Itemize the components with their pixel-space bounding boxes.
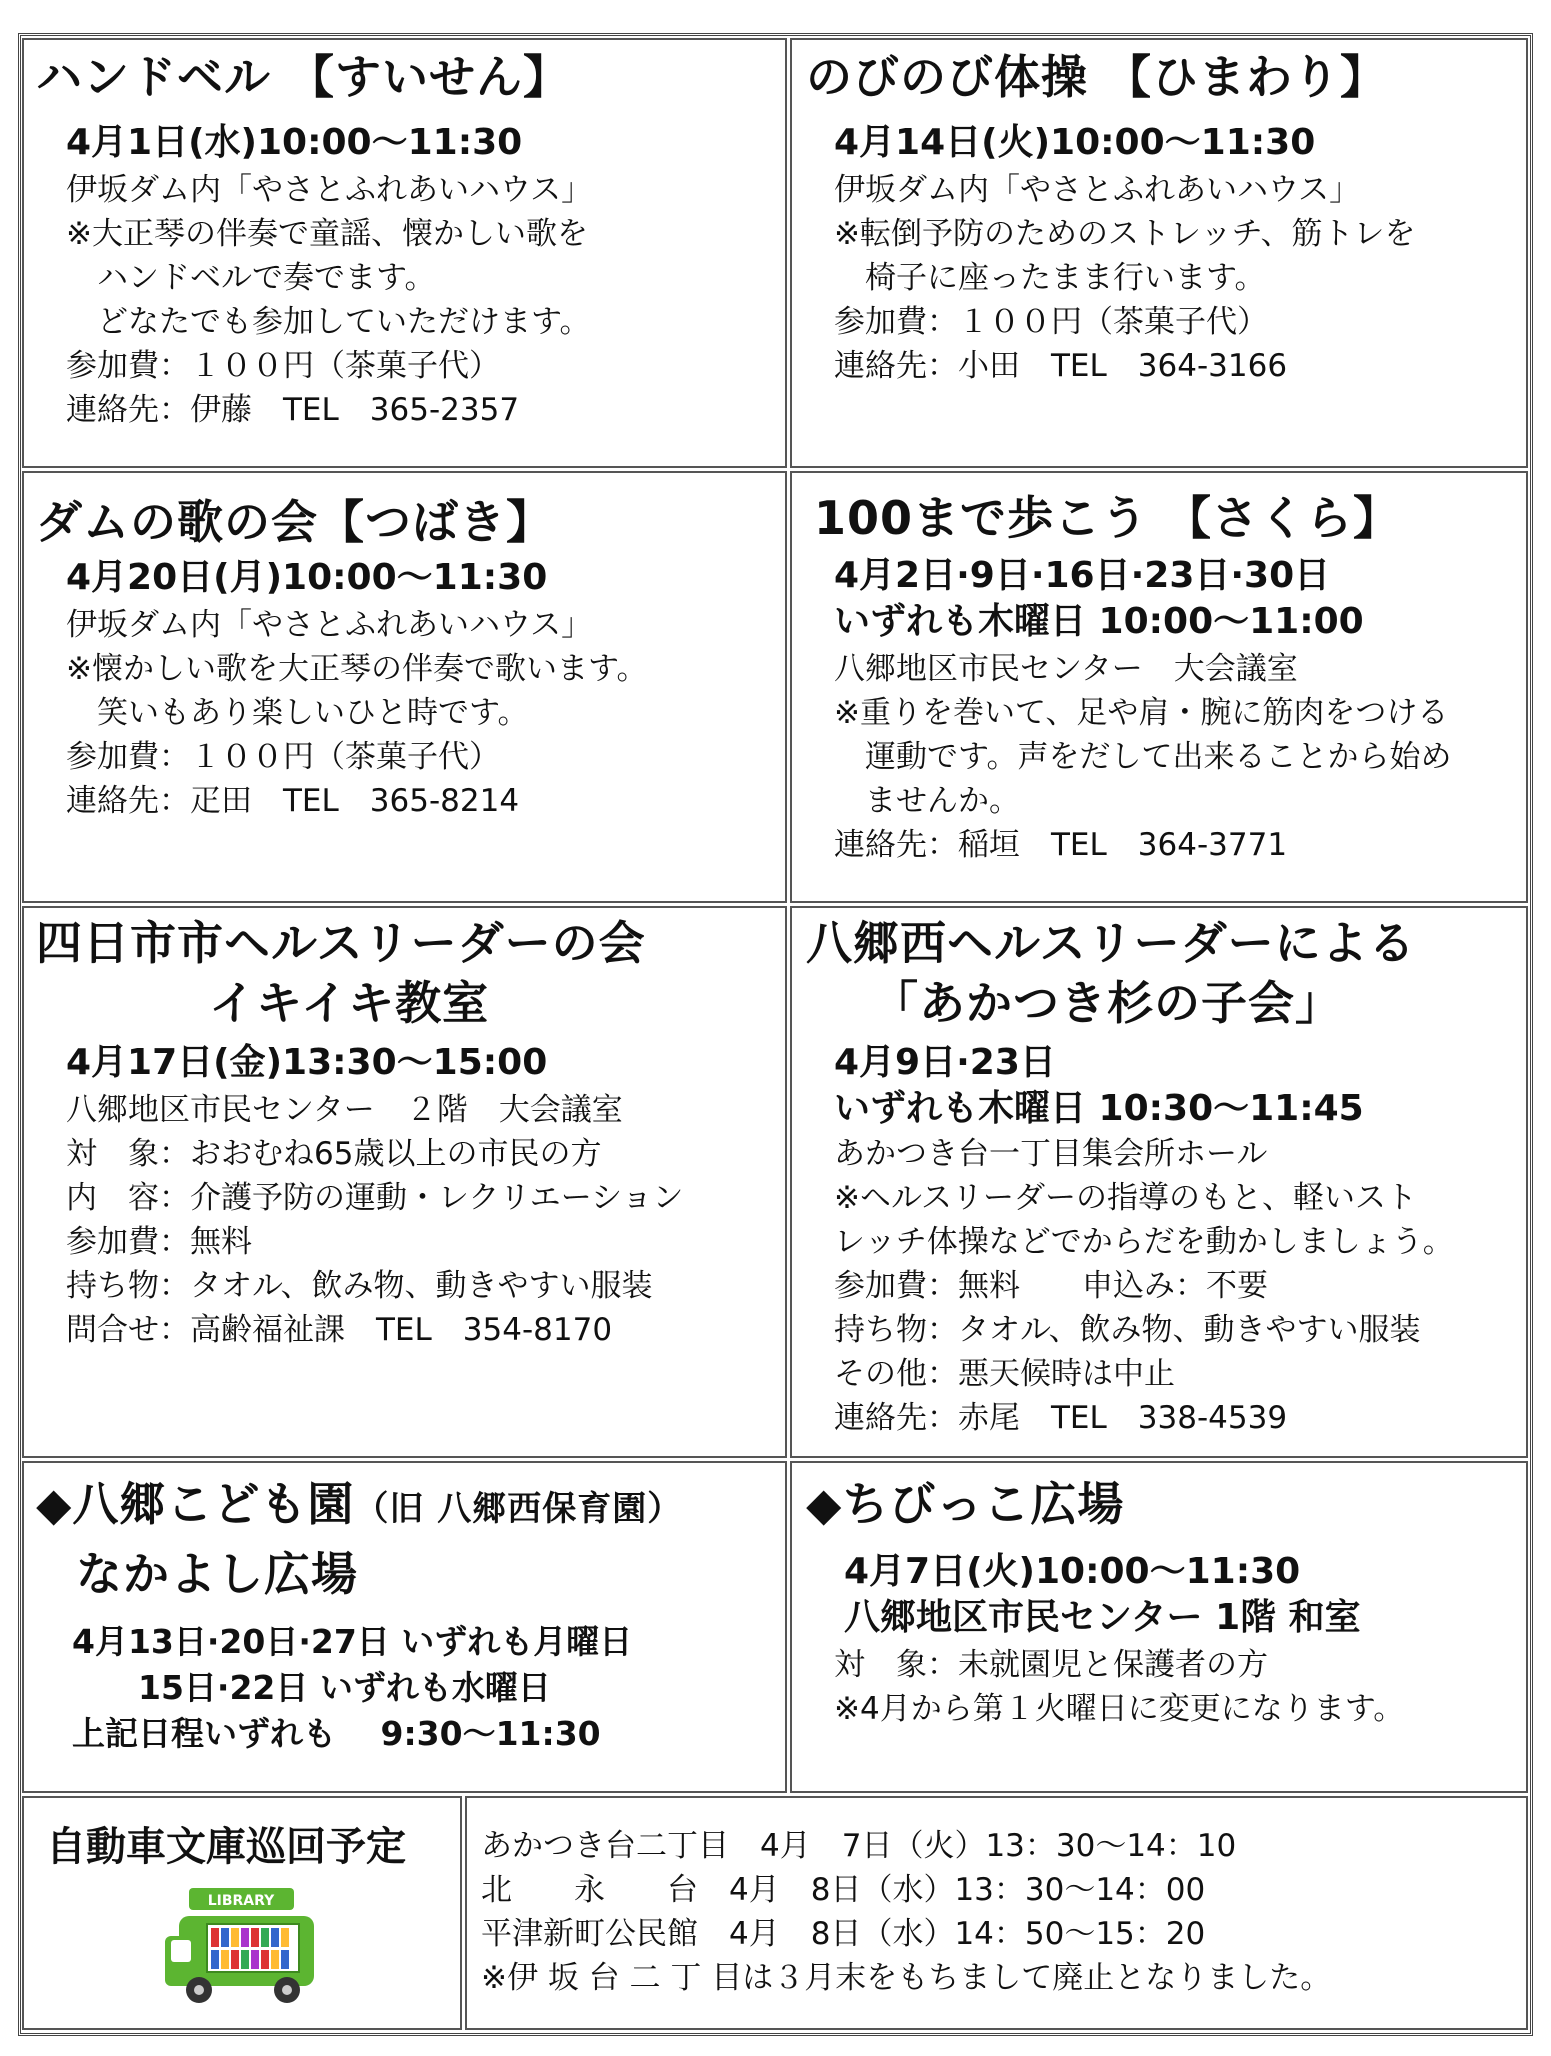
detail-line: 連絡先：小田 TEL 364-3166 xyxy=(834,348,1288,384)
damsong-details xyxy=(66,603,648,823)
yokkaichi-title: 四日市市ヘルスリーダーの会 xyxy=(36,916,646,970)
yokkaichi-details xyxy=(66,1088,684,1352)
detail-line: ※4月から第１火曜日に変更になります。 xyxy=(834,1691,1405,1727)
walk100-datetime-dates: 4月2日·9日·16日·23日·30日 xyxy=(834,555,1331,596)
detail-line: 伊坂ダム内「やさとふれあいハウス」 xyxy=(834,172,1361,208)
detail-line: 八郷地区市民センター ２階 大会議室 xyxy=(66,1092,623,1128)
detail-line: ませんか。 xyxy=(834,783,1020,819)
nobinobi-title: のびのび体操 【ひまわり】 xyxy=(806,50,1388,104)
detail-line: 連絡先：赤尾 TEL 338-4539 xyxy=(834,1400,1288,1436)
walk100-datetime-time: いずれも木曜日 10:00～11:00 xyxy=(834,601,1364,642)
detail-line: 参加費：無料 申込み：不要 xyxy=(834,1268,1268,1304)
damsong-datetime: 4月20日(月)10:00～11:30 xyxy=(66,557,548,598)
detail-line: 伊坂ダム内「やさとふれあいハウス」 xyxy=(66,607,593,643)
detail-line: ハンドベルで奏でます。 xyxy=(66,260,436,296)
nobinobi-details xyxy=(834,168,1416,388)
detail-line: 運動です。声をだして出来ることから始め xyxy=(834,739,1452,775)
library-title-box xyxy=(22,1796,462,2030)
kodomoen-title-sub: （旧 八郷西保育園） xyxy=(354,1489,683,1529)
detail-line: 八郷地区市民センター 大会議室 xyxy=(834,651,1298,687)
detail-line: 連絡先：稲垣 TEL 364-3771 xyxy=(834,827,1288,863)
akatsuki-datetime-dates: 4月9日·23日 xyxy=(834,1042,1056,1083)
kodomoen-title xyxy=(36,1477,682,1532)
detail-line: 伊坂ダム内「やさとふれあいハウス」 xyxy=(66,172,593,208)
detail-line: 内 容：介護予防の運動・レクリエーション xyxy=(66,1180,684,1216)
kodomoen-subtitle: なかよし広場 xyxy=(76,1547,358,1601)
damsong-title: ダムの歌の会【つばき】 xyxy=(36,495,553,549)
schedule-line: 上記日程いずれも 9:30～11:30 xyxy=(72,1714,601,1753)
detail-line: ※懐かしい歌を大正琴の伴奏で歌います。 xyxy=(66,651,648,687)
kodomoen-title-main: ◆八郷こども園 xyxy=(36,1477,355,1531)
chibikko-box xyxy=(790,1461,1528,1793)
detail-line: ※大正琴の伴奏で童謡、懐かしい歌を xyxy=(66,216,588,252)
detail-line: どなたでも参加していただけます。 xyxy=(66,304,591,340)
akatsuki-subtitle: 「あかつき杉の子会」 xyxy=(872,976,1342,1030)
handbell-details xyxy=(66,168,592,432)
akatsuki-box xyxy=(790,906,1528,1458)
akatsuki-details xyxy=(834,1132,1454,1440)
damsong-box xyxy=(22,471,787,903)
detail-line: 参加費：１００円（茶菓子代） xyxy=(66,348,500,384)
yokkaichi-box xyxy=(22,906,787,1458)
walk100-details xyxy=(834,647,1452,867)
yokkaichi-datetime: 4月17日(金)13:30～15:00 xyxy=(66,1042,548,1083)
detail-line: ※転倒予防のためのストレッチ、筋トレを xyxy=(834,216,1416,252)
detail-line: 問合せ：高齢福祉課 TEL 354-8170 xyxy=(66,1312,613,1348)
schedule-line: 15日·22日 いずれも水曜日 xyxy=(72,1668,551,1707)
kodomoen-schedule xyxy=(72,1619,632,1757)
handbell-box xyxy=(22,38,787,468)
detail-line: 参加費：１００円（茶菓子代） xyxy=(834,304,1268,340)
schedule-note: ※伊 坂 台 二 丁 目は３月末をもちまして廃止となりました。 xyxy=(481,1960,1332,1996)
nobinobi-datetime: 4月14日(火)10:00～11:30 xyxy=(834,122,1316,163)
kodomoen-box xyxy=(22,1461,787,1793)
detail-line: 対 象：おおむね65歳以上の市民の方 xyxy=(66,1136,602,1172)
detail-line: あかつき台一丁目集会所ホール xyxy=(834,1136,1268,1172)
bus-window xyxy=(171,1940,191,1962)
nobinobi-box xyxy=(790,38,1528,468)
yokkaichi-subtitle: イキイキ教室 xyxy=(209,976,490,1030)
detail-line: 参加費：１００円（茶菓子代） xyxy=(66,739,500,775)
chibikko-details xyxy=(834,1643,1404,1731)
detail-line: 持ち物：タオル、飲み物、動きやすい服装 xyxy=(66,1268,653,1304)
detail-line: 対 象：未就園児と保護者の方 xyxy=(834,1647,1268,1683)
detail-line: ※ヘルスリーダーの指導のもと、軽いスト xyxy=(834,1180,1418,1216)
walk100-box xyxy=(790,471,1528,903)
detail-line: 笑いもあり楽しいひと時です。 xyxy=(66,695,529,731)
walk100-title: 100まで歩こう 【さくら】 xyxy=(814,491,1401,545)
detail-line: その他：悪天候時は中止 xyxy=(834,1356,1175,1392)
detail-line: 連絡先：疋田 TEL 365-8214 xyxy=(66,783,520,819)
schedule-line: 4月13日·20日·27日 いずれも月曜日 xyxy=(72,1622,633,1661)
detail-line: 持ち物：タオル、飲み物、動きやすい服装 xyxy=(834,1312,1421,1348)
detail-line: ※重りを巻いて、足や肩・腕に筋肉をつける xyxy=(834,695,1449,731)
chibikko-title: ◆ちびっこ広場 xyxy=(806,1477,1125,1531)
handbell-datetime: 4月1日(水)10:00～11:30 xyxy=(66,122,523,163)
chibikko-place: 八郷地区市民センター 1階 和室 xyxy=(844,1597,1361,1638)
detail-line: レッチ体操などでからだを動かしましょう。 xyxy=(834,1224,1454,1260)
schedule-line: 北 永 台 4月 8日（水）13：30～14：00 xyxy=(481,1872,1206,1908)
detail-line: 連絡先：伊藤 TEL 365-2357 xyxy=(66,392,520,428)
akatsuki-datetime-time: いずれも木曜日 10:30～11:45 xyxy=(834,1088,1364,1129)
library-title: 自動車文庫巡回予定 xyxy=(46,1824,406,1870)
akatsuki-title: 八郷西ヘルスリーダーによる xyxy=(806,916,1416,970)
library-schedule xyxy=(481,1824,1331,2000)
chibikko-datetime: 4月7日(火)10:00～11:30 xyxy=(844,1551,1301,1592)
detail-line: 参加費：無料 xyxy=(66,1224,252,1260)
library-schedule-box xyxy=(465,1796,1528,2030)
handbell-title: ハンドベル 【すいせん】 xyxy=(36,50,571,104)
bus-sign-text: LIBRARY xyxy=(207,1893,275,1909)
library-bus-icon xyxy=(159,1880,324,2010)
schedule-line: あかつき台二丁目 4月 7日（火）13：30～14：10 xyxy=(481,1828,1237,1864)
detail-line: 椅子に座ったまま行います。 xyxy=(834,260,1266,296)
schedule-line: 平津新町公民館 4月 8日（水）14：50～15：20 xyxy=(481,1916,1206,1952)
